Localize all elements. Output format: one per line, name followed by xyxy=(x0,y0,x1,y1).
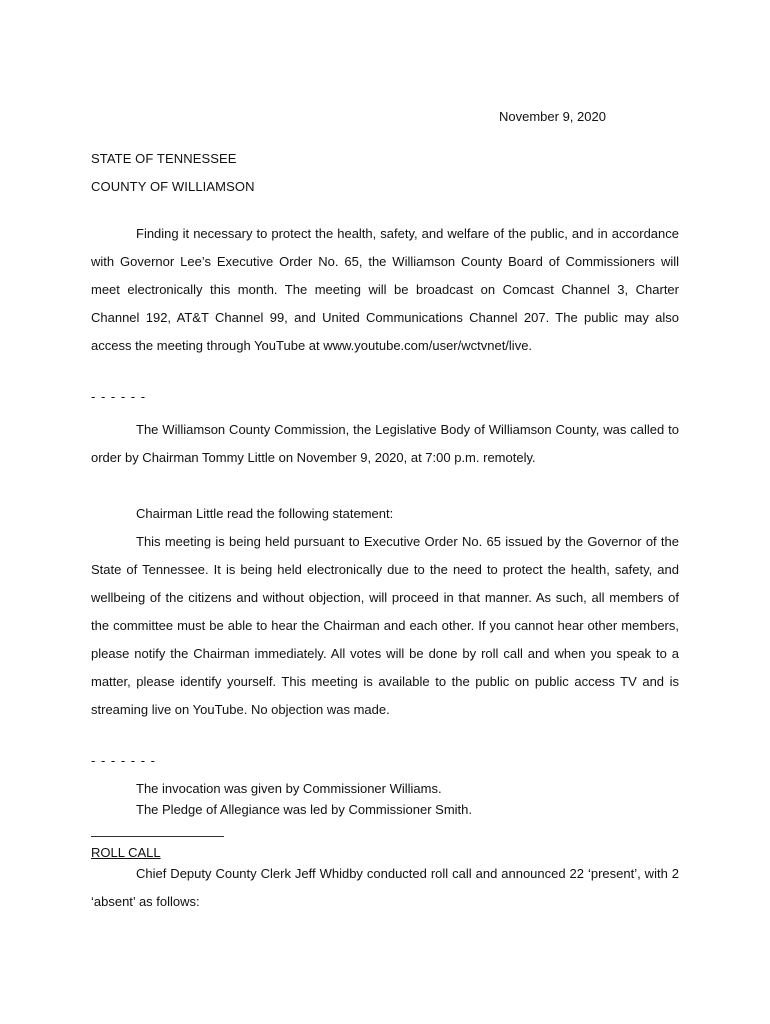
call-to-order-paragraph: The Williamson County Commission, the Legislative Body of Williamson County, was called to order by Chairman Tommy Little on November 9, 2020, at 7:00 p.m. remotely. xyxy=(91,422,679,465)
roll-call-paragraph: Chief Deputy County Clerk Jeff Whidby conducted roll call and announced 22 ‘present’, with 2 ‘absent’ as follows: xyxy=(91,866,679,909)
intro-paragraph: Finding it necessary to protect the health, safety, and welfare of the public, and in accordance with Governor Lee’s Executive Order No. 65, the Williamson County Board of Commissioners will meet electronically this month. The meeting will be broadcast on Comcast Channel 3, Charter Channel 192, AT&T Channel 99, and United Communications Channel 207. The public may also access the meeting through YouTube at www.youtube.com/user/wctvnet/live. xyxy=(91,226,679,353)
invocation-line: The invocation was given by Commissioner Williams. xyxy=(136,781,442,796)
section-separator: - - - - - - - xyxy=(91,753,156,768)
roll-call-heading: ROLL CALL xyxy=(91,845,161,860)
document-date: November 9, 2020 xyxy=(499,109,606,124)
state-heading: STATE OF TENNESSEE xyxy=(91,151,237,166)
chairman-statement: This meeting is being held pursuant to Executive Order No. 65 issued by the Governor of the State of Tennessee. It is being held electronically due to the need to protect the health, safety, and wellbeing of the citizens and without objection, will proceed in that manner. As such, all members of the committee must be able to hear the Chairman and each other. If you cannot hear other members, please notify the Chairman immediately. All votes will be done by roll call and when you speak to a matter, please identify yourself. This meeting is available to the public on public access TV and is streaming live on YouTube. No objection was made. xyxy=(91,534,679,717)
county-heading: COUNTY OF WILLIAMSON xyxy=(91,179,255,194)
statement-intro: Chairman Little read the following statement: xyxy=(136,506,394,521)
section-separator: - - - - - - xyxy=(91,389,147,404)
horizontal-rule xyxy=(91,836,224,837)
pledge-line: The Pledge of Allegiance was led by Commissioner Smith. xyxy=(136,802,472,817)
